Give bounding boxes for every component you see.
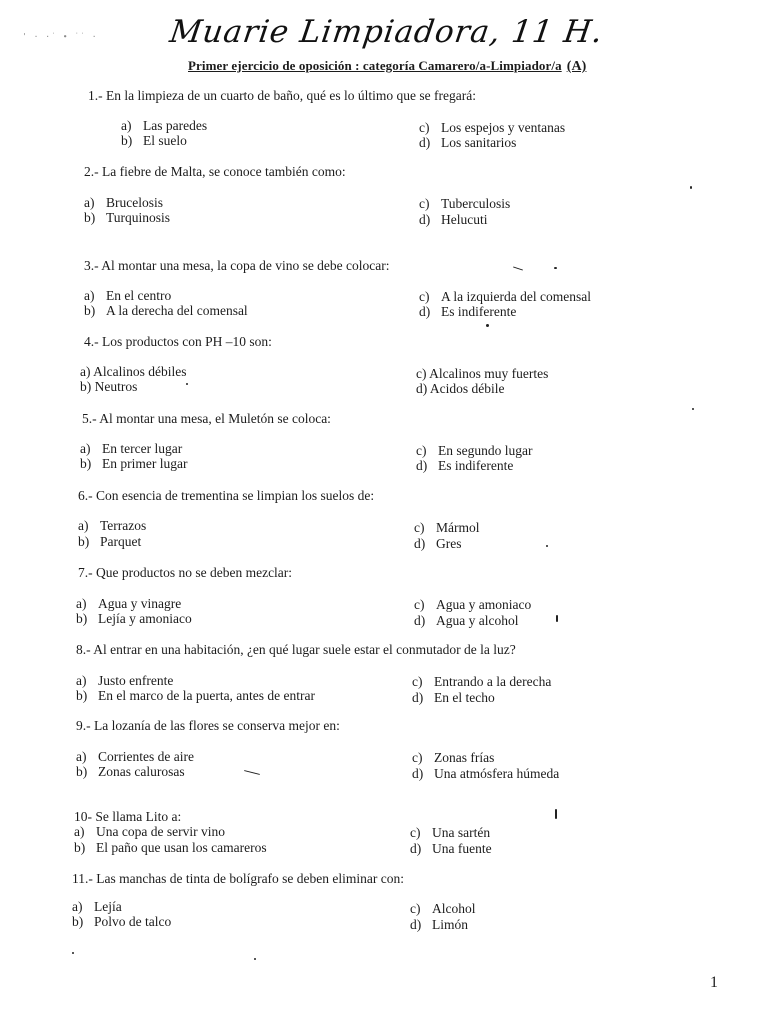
question-9: 9.- La lozanía de las flores se conserva mejor en:	[76, 718, 340, 733]
q9-option-d: d) Una atmósfera húmeda	[412, 766, 560, 781]
q1-option-a: a) Las paredes	[121, 118, 208, 133]
scan-speck	[555, 809, 557, 819]
q2-option-c: c) Tuberculosis	[419, 196, 511, 211]
scan-speck	[546, 545, 548, 547]
scan-speck	[72, 952, 74, 954]
q3-option-d: d) Es indiferente	[419, 304, 517, 319]
exam-heading	[188, 58, 586, 75]
question-10: 10- Se llama Lito a:	[74, 809, 182, 824]
exam-version: (A)	[566, 59, 587, 74]
q1-option-c: c) Los espejos y ventanas	[419, 120, 566, 135]
q2-option-b: b) Turquinosis	[84, 210, 171, 225]
question-6: 6.- Con esencia de trementina se limpian los suelos de:	[78, 488, 375, 503]
q7-option-c: c) Agua y amoniaco	[414, 597, 532, 612]
q6-option-d: d) Gres	[414, 536, 462, 551]
question-7: 7.- Que productos no se deben mezclar:	[78, 565, 293, 580]
q6-option-a: a) Terrazos	[78, 518, 147, 533]
scan-speck	[554, 267, 557, 269]
question-5: 5.- Al montar una mesa, el Muletón se coloca:	[82, 411, 331, 426]
handwritten-annotation: Muarie Limpiadora, 11 H.	[167, 14, 606, 50]
page-number: 1	[710, 974, 718, 991]
q10-option-b: b) El paño que usan los camareros	[74, 840, 267, 855]
q11-option-b: b) Polvo de talco	[72, 914, 172, 929]
q8-option-b: b) En el marco de la puerta, antes de entrar	[76, 688, 316, 703]
question-4: 4.- Los productos con PH –10 son:	[84, 334, 272, 349]
q4-option-c: c) Alcalinos muy fuertes	[416, 366, 549, 381]
q7-option-d: d) Agua y alcohol	[414, 613, 519, 628]
scan-speck	[513, 266, 523, 270]
q8-option-d: d) En el techo	[412, 690, 495, 705]
q8-option-a: a) Justo enfrente	[76, 673, 174, 688]
q3-option-b: b) A la derecha del comensal	[84, 303, 248, 318]
scan-artifact: ' · ·˙ ∙ ˙˙ ·	[22, 32, 98, 41]
q9-option-b: b) Zonas calurosas	[76, 764, 185, 779]
q3-option-c: c) A la izquierda del comensal	[419, 289, 591, 304]
q5-option-d: d) Es indiferente	[416, 458, 514, 473]
q2-option-a: a) Brucelosis	[84, 195, 163, 210]
question-11: 11.- Las manchas de tinta de bolígrafo se deben eliminar con:	[72, 871, 405, 886]
q10-option-d: d) Una fuente	[410, 841, 492, 856]
q5-option-a: a) En tercer lugar	[80, 441, 183, 456]
q9-option-c: c) Zonas frías	[412, 750, 495, 765]
scan-speck	[254, 958, 256, 960]
scan-speck	[186, 383, 188, 385]
q3-option-a: a) En el centro	[84, 288, 172, 303]
question-2: 2.- La fiebre de Malta, se conoce también como:	[84, 164, 346, 179]
q11-option-c: c) Alcohol	[410, 901, 476, 916]
q5-option-c: c) En segundo lugar	[416, 443, 533, 458]
q6-option-b: b) Parquet	[78, 534, 142, 549]
q7-option-b: b) Lejía y amoniaco	[76, 611, 192, 626]
q11-option-a: a) Lejía	[72, 899, 122, 914]
question-3: 3.- Al montar una mesa, la copa de vino se debe colocar:	[84, 258, 390, 273]
q10-option-a: a) Una copa de servir vino	[74, 824, 225, 839]
scan-speck	[692, 408, 694, 410]
q10-option-c: c) Una sartén	[410, 825, 491, 840]
q5-option-b: b) En primer lugar	[80, 456, 188, 471]
q4-option-d: d) Acidos débile	[416, 381, 505, 396]
q9-option-a: a) Corrientes de aire	[76, 749, 194, 764]
scan-speck	[690, 186, 692, 189]
q1-option-d: d) Los sanitarios	[419, 135, 517, 150]
q4-option-a: a) Alcalinos débiles	[80, 364, 187, 379]
question-1: 1.- En la limpieza de un cuarto de baño, qué es lo último que se fregará:	[88, 88, 476, 103]
q11-option-d: d) Limón	[410, 917, 468, 932]
q1-option-b: b) El suelo	[121, 133, 187, 148]
q2-option-d: d) Helucuti	[419, 212, 488, 227]
question-8: 8.- Al entrar en una habitación, ¿en qué lugar suele estar el conmutador de la luz?	[76, 642, 516, 657]
scan-speck	[556, 615, 558, 622]
q7-option-a: a) Agua y vinagre	[76, 596, 182, 611]
exam-title: Primer ejercicio de oposición : categoría Camarero/a-Limpiador/a	[188, 58, 562, 73]
scan-speck	[486, 324, 489, 327]
q4-option-b: b) Neutros	[80, 379, 138, 394]
scan-speck	[244, 770, 260, 775]
q6-option-c: c) Mármol	[414, 520, 480, 535]
q8-option-c: c) Entrando a la derecha	[412, 674, 552, 689]
